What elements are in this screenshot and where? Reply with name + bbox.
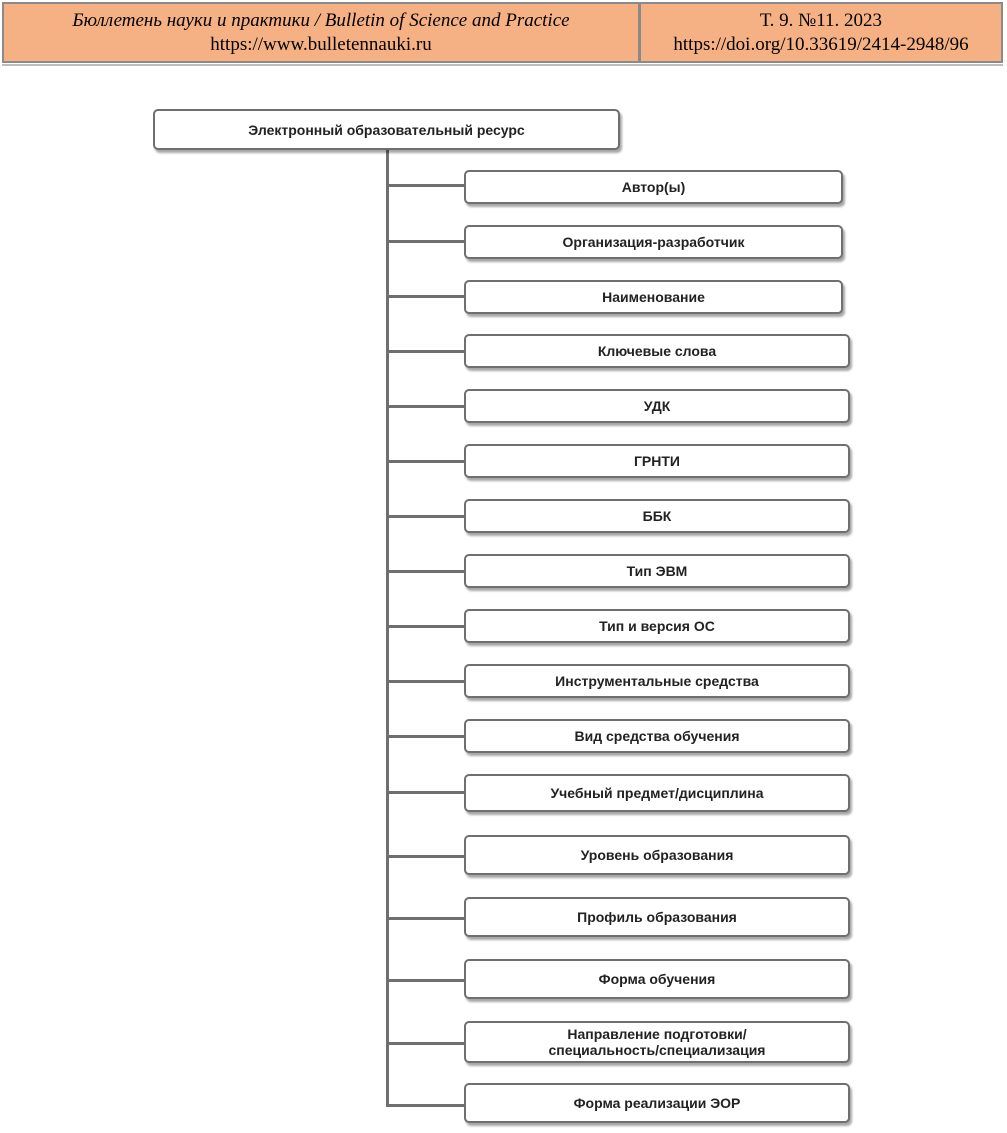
diagram-connector	[386, 680, 464, 683]
diagram-root-node: Электронный образовательный ресурс	[153, 109, 620, 150]
issue-doi: https://doi.org/10.33619/2414-2948/96	[673, 33, 969, 55]
diagram-connector	[386, 350, 464, 353]
diagram-node-specialty: Направление подготовки/ специальность/специализация	[464, 1021, 850, 1063]
diagram-node-grnti: ГРНТИ	[464, 444, 850, 478]
diagram-node-udk: УДК	[464, 389, 850, 423]
diagram-connector	[386, 735, 464, 738]
diagram-node-bbk: ББК	[464, 499, 850, 533]
diagram-connector	[386, 625, 464, 628]
diagram-connector	[386, 405, 464, 408]
diagram-node-implementation-form: Форма реализации ЭОР	[464, 1083, 850, 1123]
diagram-connector	[386, 515, 464, 518]
diagram-node-learning-tool-type: Вид средства обучения	[464, 719, 850, 753]
diagram-connector	[386, 979, 464, 982]
diagram-node-computer-type: Тип ЭВМ	[464, 554, 850, 588]
journal-title: Бюллетень науки и практики / Bulletin of Science and Practice	[72, 9, 570, 31]
diagram-node-organization: Организация-разработчик	[464, 225, 843, 259]
diagram-connector	[386, 1042, 464, 1045]
issue-number: Т. 9. №11. 2023	[759, 9, 883, 31]
diagram-node-subject: Учебный предмет/дисциплина	[464, 774, 850, 812]
diagram-connector	[386, 791, 464, 794]
diagram-node-author: Автор(ы)	[464, 170, 843, 204]
diagram-connector	[386, 1104, 464, 1107]
diagram-node-os-type: Тип и версия ОС	[464, 609, 850, 643]
diagram-connector	[386, 570, 464, 573]
diagram-node-education-profile: Профиль образования	[464, 897, 850, 937]
diagram-node-tools: Инструментальные средства	[464, 664, 850, 698]
diagram-connector	[386, 460, 464, 463]
diagram-node-keywords: Ключевые слова	[464, 334, 850, 368]
diagram-connector	[386, 855, 464, 858]
journal-site: https://www.bulletennauki.ru	[210, 33, 432, 55]
diagram-connector	[386, 240, 464, 243]
diagram-connector	[386, 295, 464, 298]
diagram-node-education-level: Уровень образования	[464, 835, 850, 875]
diagram-connector	[386, 917, 464, 920]
diagram-connector	[386, 184, 464, 187]
diagram-node-study-form: Форма обучения	[464, 959, 850, 999]
diagram-node-name: Наименование	[464, 280, 843, 314]
